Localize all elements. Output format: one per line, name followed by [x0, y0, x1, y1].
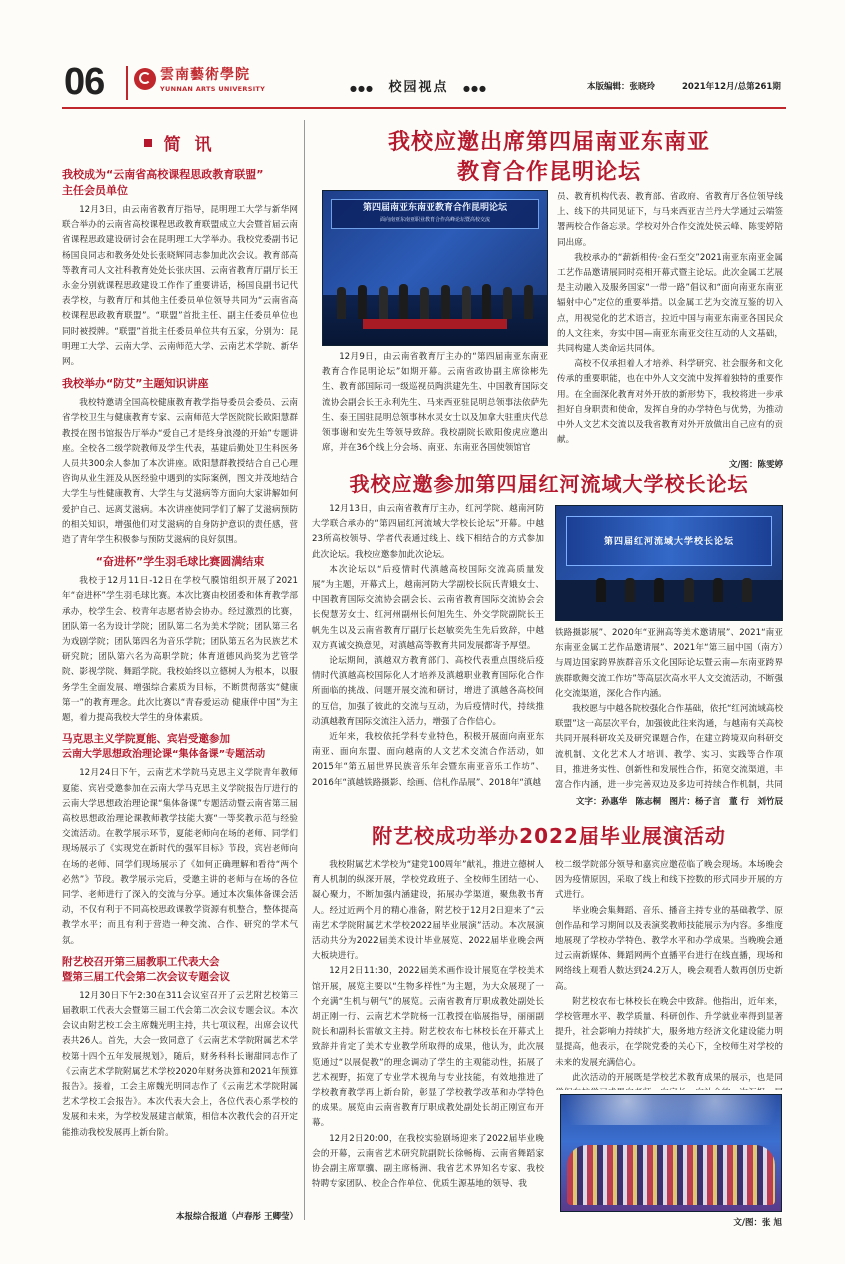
article-paragraph: 附艺校农布七林校长在晚会中致辞。他指出，近年来，学校管理水平、教学质量、科研创作、升学就业率得到显著提升，社会影响力持续扩大，服务地方经济文化建设能力明显提高，他表示，在学院党委的关心下，全校师生对学校的未来的发展充满信心。 — [555, 996, 783, 1068]
section-name: 校园视点 — [388, 80, 449, 95]
brief-paragraph: 12月3日，由云南省教育厅指导，昆明理工大学与新华网联合举办的云南省高校课程思政教育联盟成立大会暨首届云南省课程思政建设研讨会在昆明理工大学举办。我校党委副书记杨国良同志和教务处处长张晓辉同志参加此次会议。教育部高等教育司人文社科教育处处长张庆国、云南省教育厅副厅长王永金分别就课程思政建设工作作了重要讲话，杨国良副书记代表学校，与教育厅和其他主任委员单位领导共同为“云南省高校课程思政教育联盟”。“联盟”首批主任、副主任委员单位也同时被授牌。“联盟”首批主任委员单位共有五家，分别为：昆明理工大学、云南大学、云南师范大学、云南艺术学院、新华网。 — [62, 205, 298, 368]
briefs-column — [62, 120, 298, 1205]
dots-right: ●●● — [463, 84, 487, 93]
header-divider — [126, 66, 128, 100]
forum-stage-banner: 第四届南亚东南亚教育合作昆明论坛 面向南亚东南亚职业教育合作高峰论坛暨高校交流 — [331, 199, 539, 229]
section-title — [350, 76, 487, 95]
article1-title: 我校应邀出席第四届南亚东南亚 教育合作昆明论坛 — [387, 130, 710, 185]
article-paragraph: 12月2日11:30，2022届美术画作设计展览在学校美术馆开展，展览主要以“生物多样性”为主题，为大众展现了一个充满“生机与朝气”的展览。云南省教育厅职成教处副处长胡正刚一行、云南艺术学院杨一江教授在临展指导，丽丽副院长和副科长雷敏文主持。附艺校农布七林校长在开幕式上致辞并肯定了美术专业教学所取得的成果，他认为，此次展览通过“以展促教”的理念调动了学生的主观能动性，拓展了艺术视野，拓宽了专业学术视角与专业技能，有效地推进了学校教育教学再上新台阶，彰显了学校教学改革和办学特色的成果。展览由云南省教育厅职成教处副处长胡正刚宣布开幕。 — [312, 966, 544, 1129]
brief-paragraph: 12月30日下午2:30在311会议室召开了云艺附艺校第三届教职工代表大会暨第三届工代会第二次会议专题会议。本次会议由附艺校工会主席魏光明主持，共七项议程，出席会议代表共26人。首先，大会一致同意了《云南艺术学院附属艺术学校第十四个五年发展规划》，随后，财务科科长谢甜同志作了《云南艺术学院附属艺术学校2020年财务决算和2021年预算报告》。接着，工会主席魏光明同志作了《云南艺术学院附属艺术学校工会报告》。本次代表大会上，各位代表心系学校的发展和未来，为学校发展建言献策，相信本次教代会的召开定能推动我校发展再上新台阶。 — [62, 990, 298, 1138]
article3-photo — [560, 1094, 782, 1212]
logo-text-en: YUNNAN ARTS UNIVERSITY — [160, 85, 266, 93]
brief-item — [62, 955, 298, 1141]
brief-item — [62, 554, 298, 726]
university-logo-icon — [134, 68, 156, 90]
panel-people — [596, 572, 752, 602]
brief-paragraph: 12月24日下午，云南艺术学院马克思主义学院青年教师夏能、宾岩受邀参加在云南大学马克思主义学院报告厅进行的云南大学思想政治理论课“集体备课”专题活动暨云南省第三届高校思想政治理论课教师教学技能大赛“一等奖教示范与经验交流活动。在教学展示环节，夏能老师向在场的老师、同学们现场展示了《实现党在新时代的强军目标》节段，宾岩老师向在场的老师、同学们现场展示了《如何正确理解和看待“两个必然”》节段。教学展示完后，受邀主讲的老师与在场的各位同学、老师进行了深入的交流与分享。通过本次集体备课会活动，不仅有利于不同高校思政课教学资源有机整合，整体提高教学水平；而且有利于营造一种交流、合作、研究的学术气氛。 — [62, 768, 298, 946]
square-bullet-icon — [144, 139, 152, 147]
red-table — [363, 319, 507, 329]
article1-photo — [322, 190, 548, 346]
article-paragraph: 此次活动的开展既是学校艺术教育成果的展示，也是同 — [572, 1072, 783, 1083]
issue-info: 2021年12月/总第261期 — [682, 82, 781, 92]
article3-left-text — [312, 858, 544, 1210]
article-paragraph: 我校愿与中越各院校强化合作基础，依托“红河流域高校联盟”这一高层次平台，加强彼此往来沟通，与越南有关高校共同开展科研攻关及研究课题合作，在建立跨境双向科研交流机制、文化艺术人才培训、教学、实习、实践等合作项目，推进务实性、创新性和发展性合作，拓宽交流渠道，丰富合作内涵，进一步完善双边及多边可持续合作机制，共同 — [555, 704, 783, 791]
article2-photo — [555, 505, 783, 621]
brief-heading: “奋进杯”学生羽毛球比赛圆满结束 — [95, 555, 265, 569]
article-paragraph: 毕业晚会集舞蹈、音乐、播音主持专业的基础教学、原创作品和学习期间以及表演奖教师技能展示为内容。多维度地展现了学校办学特色、教学水平和办学成果。当晚晚会通过云南新媒体、舞蹈网两个直播平台进行在线直播，现场和网络线上观看人数达到24.2万人，晚会观看人数再创历史新高。 — [555, 905, 783, 992]
article-paragraph: 12月13日，由云南省教育厅主办，红河学院、越南河防大学联合承办的“第四届红河流域大学校长论坛”开幕。中越23所高校领导、学者代表通过线上、线下相结合的方式参加此次论坛。我校应邀参加此次论坛。 — [312, 504, 544, 560]
article3-right-text — [555, 858, 783, 1090]
article2-left-text — [312, 502, 544, 804]
article-paragraph: 员、教育机构代表、教育部、省政府、省教育厅各位领导线上、线下的共同见证下，与马来西亚吉兰丹大学通过云端签署两校合作备忘录。学校对外合作交流处侯云峰、陈雯婷陪同出席。 — [557, 192, 783, 248]
brief-item — [62, 732, 298, 948]
article1-right-text — [557, 190, 783, 460]
article1-credit: 文/图：陈雯婷 — [728, 460, 783, 470]
brief-heading: 我校举办“防艾”主题知识讲座 — [62, 377, 209, 391]
column-divider — [304, 120, 305, 1220]
brief-item — [62, 167, 298, 370]
article3-title: 附艺校成功举办2022届毕业展演活动 — [372, 824, 726, 848]
article-paragraph: 我校附属艺术学校为“建党100周年”献礼，推进立德树人育人机制的纵深开展，学校党政班子、全校师生团结一心、凝心聚力，不断加强内涵建设，拓展办学渠道，聚焦教书育人。经过近两个月的精心准备，附艺校于12月2日迎来了“云南艺术学院附属艺术学校2022届毕业展演”活动。本次展演活动共分为2022届美术设计毕业展览、2022届毕业晚会两大板块进行。 — [312, 860, 544, 962]
article1-caption: 12月9日，由云南省教育厅主办的“第四届南亚东南亚教育合作昆明论坛”如期开幕。云南省政协副主席徐彬先生、教育部国际司一级巡视员陶洪建先生、中国教育国际交流协会副会长王永利先生、马来西亚驻昆明总领事法依萨先生、泰王国驻昆明总领事林水灵女士以及加拿大驻重庆代总领事谢和安先生等领导致辞。我校副院长欧阳俊虎应邀出席，并在36个线上分会场、南亚、东南亚各国使领馆官 — [322, 352, 548, 454]
article-paragraph: 我校承办的“薪新相传·金石至交”2021南亚东南亚金属工艺作品邀请展同时亮相开幕式暨主论坛。此次金属工艺展是主动融入及服务国家“一带一路”倡议和“面向南亚东南亚辐射中心”定位的重要举措。以金属工艺为交流互鉴的切入点，用视觉化的艺术语言，拉近中国与南亚东南亚各国民众的人文往来，夯实中国—南亚东南亚交往互动的人文基础，共同构建人类命运共同体。 — [557, 252, 783, 355]
article3-credit: 文/图：张 旭 — [733, 1218, 782, 1228]
page-header — [60, 62, 790, 104]
article-paragraph: 高校不仅承担着人才培养、科学研究、社会服务和文化传承的重要职能，也在中外人文交流中发挥着独特的重要作用。在全面深化教育对外开放的新形势下，我校将进一步承担好自身职责和使命，发挥自身的办学特色与优势，为推动中外人文艺术交流以及我省教育对外开放做出自己应有的贡献。 — [557, 359, 783, 446]
article-paragraph: 铁路摄影展”、2020年“亚洲高等美术邀请展”、2021“南亚东南亚金属工艺作品邀请展”、2021年“第三届中国（南方）与周边国家跨界族群音乐文化国际论坛暨云南—东南亚跨界族群歌舞交流工作坊”等高层次高水平人文交流活动，不断强化交流渠道，深化合作内涵。 — [555, 628, 783, 699]
stage-lights — [561, 1095, 781, 1125]
people-row — [337, 279, 533, 319]
dots-left: ●●● — [350, 84, 374, 93]
page-number: 06 — [64, 61, 105, 103]
performers-group — [567, 1145, 775, 1205]
forum-screen: 第四届红河流域大学校长论坛 — [566, 516, 772, 566]
briefs-credit: 本报综合报道（卢春彤 王卿莹） — [176, 1212, 298, 1222]
brief-heading: 附艺校召开第三届教职工代表大会 暨第三届工代会第二次会议专题会议 — [62, 955, 230, 983]
article2-title: 我校应邀参加第四届红河流域大学校长论坛 — [349, 472, 749, 496]
article-paragraph: 12月2日20:00，在我校实验剧场迎来了2022届毕业晚会的开幕，云南省艺术研究院副院长徐畅梅、云南省舞蹈家协会副主席覃骥、副主席杨洲、我省艺术界知名专家、我校特聘专家团队、校企合作单位、优质生源基地的领导、我 — [312, 1133, 544, 1190]
article-paragraph: 论坛期间，滇越双方教育部门、高校代表重点围绕后疫情时代滇越高校国际化人才培养及滇越职业教育国际化合作所面临的挑战、问题开展交流和研讨，增进了滇越各高校间的互信，加强了彼此的交流与互动，为后疫情时代，持续推动滇越教育国际交流注入活力，增强了合作信心。 — [312, 656, 544, 727]
briefs-title: 简 讯 — [62, 130, 298, 155]
article-paragraph: 近年来，我校依托学科专业特色，积极开展面向南亚东南亚、面向东盟、面向越南的人文艺术交流合作活动，如2015年“第五届世界民族音乐年会暨东南亚音乐工作坊”、2016年“滇越铁路摄影、绘画、信札作品展”、2018年“滇越 — [312, 732, 544, 788]
brief-paragraph: 我校于12月11日-12日在学校气膜馆组织开展了2021年“奋进杯”学生羽毛球比赛。本次比赛由校团委和体育教学部承办，校学生会、校青年志愿者协会协办。经过激烈的比赛，团队第一名为设计学院；团队第二名为美术学院；团队第三名为戏剧学院；团队第四名为音乐学院；团队第五名为民族艺术研究院；团队第六名为高职学院；体育道德风尚奖为艺管学院、影视学院、舞蹈学院。我校始终以立德树人为根本，以服务学生全面发展、增强综合素质为目标，不断贯彻落实“健康第一”的教育理念。此次比赛以“青春爱运动 健康伴中国”为主题，着力提高我校大学生的身体素质。 — [62, 576, 298, 724]
brief-heading: 马克思主义学院夏能、宾岩受邀参加 云南大学思想政治理论课“集体备课”专题活动 — [62, 733, 266, 761]
article-paragraph: 本次论坛以“后疫情时代滇越高校国际交流高质量发展”为主题，开幕式上，越南河防大学副校长阮氏青娥女士、中国教育国际交流协会副会长、云南省教育国际交流协会会长倪慧芳女士、红河州副州长何旭先生、外交学院副院长王帆先生以及云南省教育厅副厅长赵敏奕先生先后致辞，中越双方真诚交换意见，对滇越高等教育共同发展都寄予厚望。 — [312, 564, 544, 651]
article2-credit: 文字：孙惠华 陈志桐 图片：杨子言 董 行 刘竹辰 — [576, 797, 783, 807]
brief-item — [62, 376, 298, 548]
header-rule — [62, 107, 786, 109]
article2-right-text — [555, 626, 783, 794]
logo-text-cn: 雲南藝術學院 — [160, 67, 250, 83]
brief-paragraph: 我校特邀请全国高校健康教育教学指导委员会委员、云南省学校卫生与健康教育专家、云南师范大学医院院长欧阳慧群教授在图书馆报告厅举办“爱自己才是终身浪漫的开始”专题讲座。全校各二级学院教师及学生代表，基建后勤处卫生科医务人员共300余人参加了本次讲座。欧阳慧群教授结合自己心理咨询从业生涯及从医经验中遇到的实际案例，图文并茂地结合大学生与性健康教育、大学生与艾滋病等方面向大家讲解如何爱护自己、远离艾滋病。本次讲座使同学们了解了艾滋病预防的相关知识，增强他们对艾滋病的自身防护意识的责任感，营造了青年学生积极参与预防艾滋病的良好氛围。 — [62, 398, 298, 546]
article-paragraph: 校二级学院部分领导和嘉宾应邀莅临了晚会现场。本场晚会因为疫情原因，采取了线上和线下控数的形式同步开展的方式进行。 — [555, 860, 783, 901]
brief-heading: 我校成为“云南省高校课程思政教育联盟” 主任会员单位 — [62, 168, 264, 197]
editor-info: 本版编辑：张晓玲 — [587, 82, 656, 92]
